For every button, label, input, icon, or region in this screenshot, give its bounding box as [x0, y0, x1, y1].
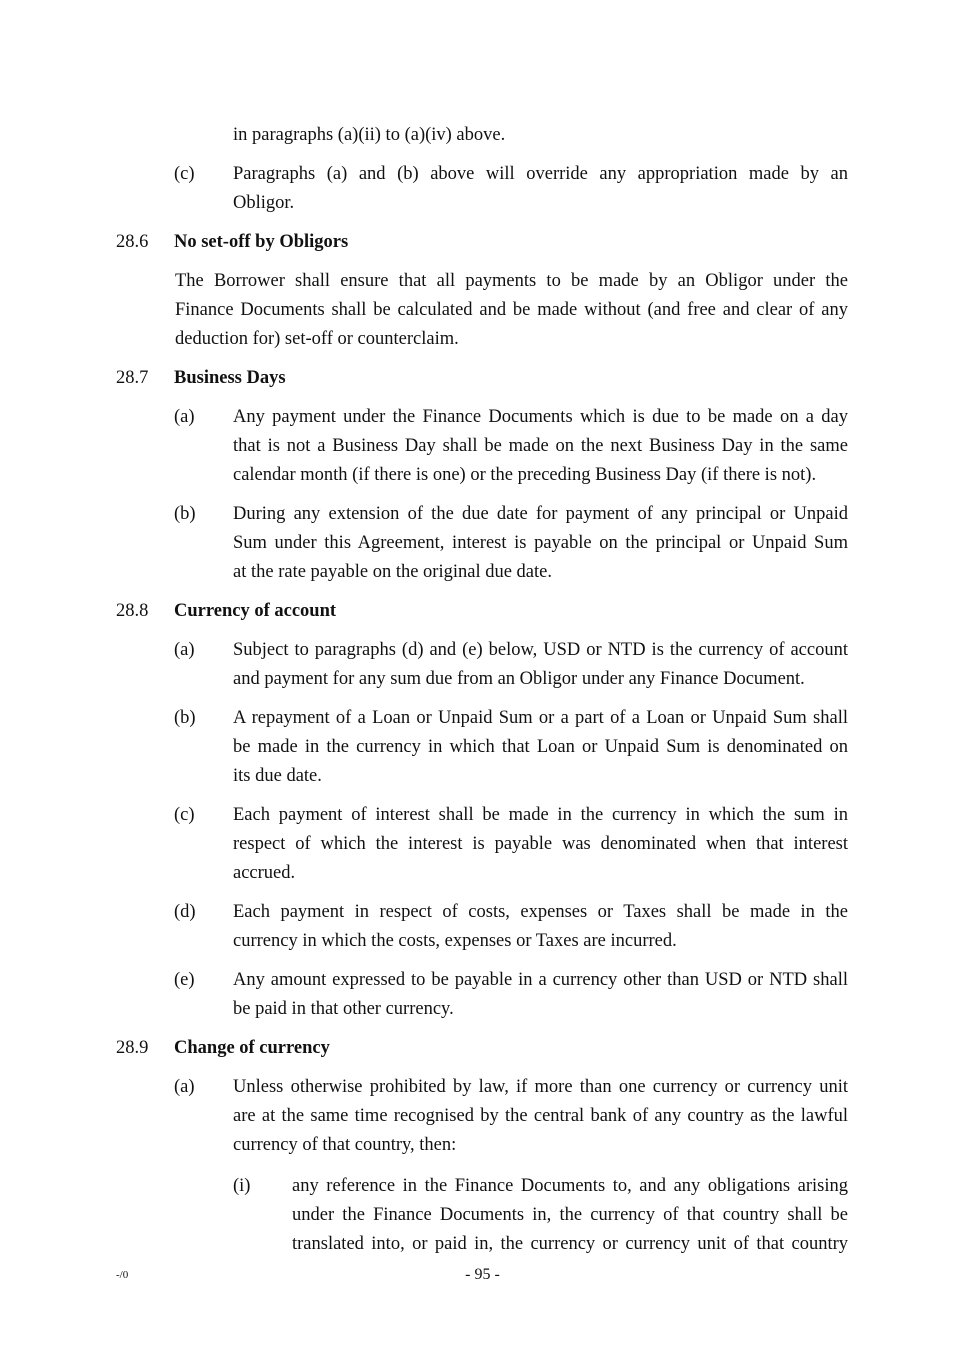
item-line: currency of that country, then:: [233, 1135, 457, 1155]
item-line: that is not a Business Day shall be made on the next Business Day in the same: [233, 436, 848, 456]
section-heading: Business Days: [174, 368, 286, 388]
section-number: 28.9: [116, 1038, 149, 1058]
subitem-line: any reference in the Finance Documents to, and any obligations arising: [292, 1176, 848, 1196]
section-body-line: deduction for) set-off or counterclaim.: [175, 329, 459, 349]
section-number: 28.6: [116, 232, 149, 252]
item-line: Each payment of interest shall be made in the currency in which the sum in: [233, 805, 848, 825]
item-line: be made in the currency in which that Loan or Unpaid Sum is denominated on: [233, 737, 848, 757]
item-line: During any extension of the due date for payment of any principal or Unpaid: [233, 504, 848, 524]
item-line: Sum under this Agreement, interest is payable on the principal or Unpaid Sum: [233, 533, 848, 553]
item-line: calendar month (if there is one) or the preceding Business Day (if there is not).: [233, 465, 817, 485]
section-heading: Change of currency: [174, 1038, 330, 1058]
item-line: Each payment in respect of costs, expenses or Taxes shall be made in the: [233, 902, 848, 922]
item-line: its due date.: [233, 766, 322, 786]
item-line: currency in which the costs, expenses or Taxes are incurred.: [233, 931, 677, 951]
carry-over-text: in paragraphs (a)(ii) to (a)(iv) above.: [233, 125, 506, 145]
subitem-line: under the Finance Documents in, the currency of that country shall be: [292, 1205, 848, 1225]
para-c-label: (c): [174, 164, 195, 184]
item-label: (e): [174, 970, 195, 990]
item-label: (a): [174, 640, 195, 660]
item-label: (b): [174, 708, 196, 728]
subitem-line: translated into, or paid in, the currency or currency unit of that country: [292, 1234, 848, 1254]
item-label: (c): [174, 805, 195, 825]
section-number: 28.7: [116, 368, 149, 388]
item-line: Any amount expressed to be payable in a currency other than USD or NTD shall: [233, 970, 848, 990]
footer-reference: -/0: [116, 1269, 129, 1281]
section-body-line: The Borrower shall ensure that all payments to be made by an Obligor under the: [175, 271, 848, 291]
page-number: - 95 -: [465, 1266, 500, 1283]
item-line: A repayment of a Loan or Unpaid Sum or a part of a Loan or Unpaid Sum shall: [233, 708, 848, 728]
item-line: Subject to paragraphs (d) and (e) below, USD or NTD is the currency of account: [233, 640, 848, 660]
item-label: (a): [174, 1077, 195, 1097]
section-heading: No set-off by Obligors: [174, 232, 349, 252]
item-line: be paid in that other currency.: [233, 999, 454, 1019]
subitem-label: (i): [233, 1176, 251, 1196]
item-line: are at the same time recognised by the central bank of any country as the lawful: [233, 1106, 848, 1126]
para-c-line: Paragraphs (a) and (b) above will override any appropriation made by an: [233, 164, 848, 184]
item-line: accrued.: [233, 863, 296, 883]
item-line: Any payment under the Finance Documents which is due to be made on a day: [233, 407, 848, 427]
section-number: 28.8: [116, 601, 149, 621]
item-line: Unless otherwise prohibited by law, if more than one currency or currency unit: [233, 1077, 848, 1097]
item-line: respect of which the interest is payable was denominated when that interest: [233, 834, 848, 854]
item-line: at the rate payable on the original due date.: [233, 562, 552, 582]
item-label: (a): [174, 407, 195, 427]
section-body-line: Finance Documents shall be calculated and be made without (and free and clear of any: [175, 300, 848, 320]
item-line: and payment for any sum due from an Obligor under any Finance Document.: [233, 669, 805, 689]
section-heading: Currency of account: [174, 601, 337, 621]
item-label: (d): [174, 902, 196, 922]
item-label: (b): [174, 504, 196, 524]
para-c-line: Obligor.: [233, 193, 295, 213]
